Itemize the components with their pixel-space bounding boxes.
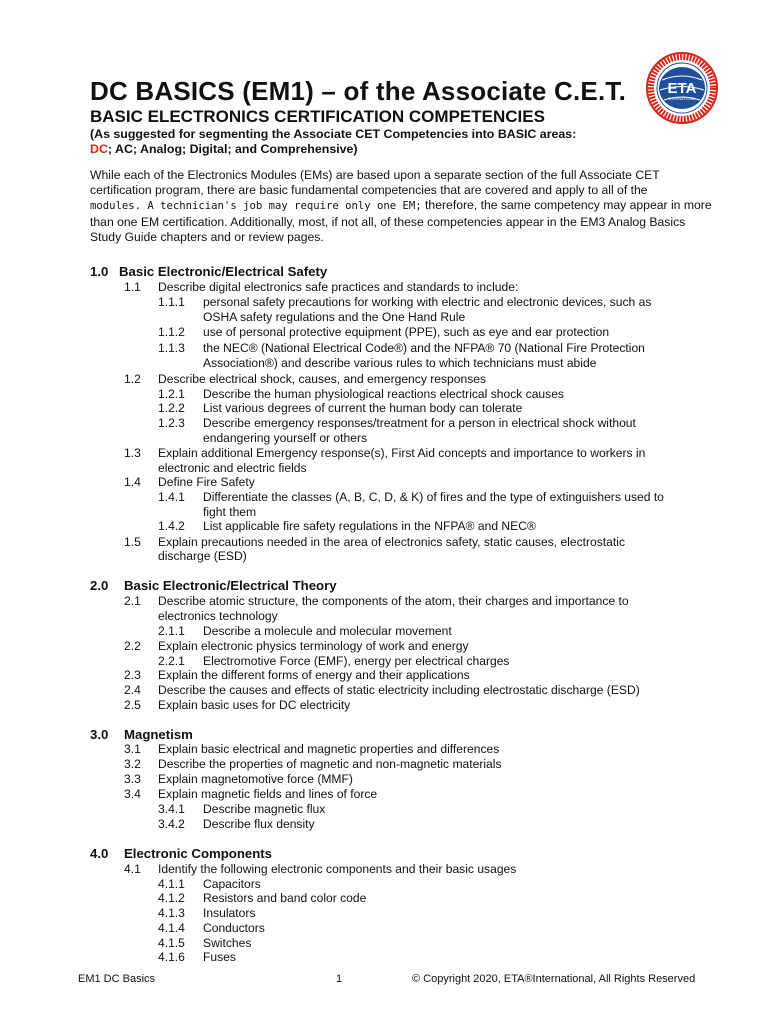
item-number: 4.1.1: [158, 877, 185, 891]
item-number: 3.4.2: [158, 817, 185, 831]
item-number: 4.1.5: [158, 936, 185, 950]
item-number: 4.1.3: [158, 906, 185, 920]
item-text-cont: Association®) and describe various rules to which technicians must abide: [203, 356, 597, 370]
page-subtitle: BASIC ELECTRONICS CERTIFICATION COMPETENCIES: [90, 107, 545, 126]
logo-sub-text: INTERNATIONAL: [667, 97, 697, 101]
item-text-cont: electronic and electric fields: [158, 461, 307, 475]
item-number: 1.2: [124, 372, 141, 386]
item-text: Differentiate the classes (A, B, C, D, & K) of fires and the type of extinguishers used to: [203, 490, 664, 504]
page-title: DC BASICS (EM1) – of the Associate C.E.T.: [90, 76, 626, 106]
item-text-cont: endangering yourself or others: [203, 431, 368, 445]
item-number: 1.1: [124, 280, 141, 294]
section-title: Basic Electronic/Electrical Safety: [119, 264, 328, 279]
segment-note-rest: ; AC; Analog; Digital; and Comprehensive): [107, 142, 358, 156]
intro-text: therefore, the same competency may appear in more: [421, 198, 712, 213]
item-number: 1.1.2: [158, 325, 185, 339]
item-number: 4.1.4: [158, 921, 185, 935]
section-title: Magnetism: [124, 727, 193, 742]
intro-line: than one EM certification. Additionally, most, if not all, of these competencies appear in the EM3 Analog Basics: [90, 214, 686, 229]
intro-paragraph: [90, 168, 720, 245]
item-text: Describe the causes and effects of static electricity including electrostatic discharge (ESD): [158, 683, 640, 697]
item-text: the NEC® (National Electrical Code®) and the NFPA® 70 (National Fire Protection: [203, 341, 645, 355]
item-number: 1.1.1: [158, 295, 185, 309]
item-text: Describe a molecule and molecular movement: [203, 624, 452, 638]
item-number: 4.1.2: [158, 891, 185, 905]
footer-page-number: 1: [336, 973, 343, 985]
footer-doc-name: EM1 DC Basics: [78, 973, 156, 985]
item-number: 1.4: [124, 475, 141, 489]
item-text: Describe emergency responses/treatment for a person in electrical shock without: [203, 416, 636, 430]
item-text: Switches: [203, 936, 252, 950]
item-text: Capacitors: [203, 877, 261, 891]
section-title: Basic Electronic/Electrical Theory: [124, 578, 337, 593]
item-number: 4.1: [124, 862, 141, 876]
section-number: 4.0: [90, 846, 109, 861]
item-text: Describe electrical shock, causes, and emergency responses: [158, 372, 487, 386]
item-text: use of personal protective equipment (PPE), such as eye and ear protection: [203, 325, 610, 339]
footer-copyright: © Copyright 2020, ETA®International, All Rights Reserved: [412, 973, 696, 985]
item-number: 1.1.3: [158, 341, 185, 355]
item-number: 1.3: [124, 446, 141, 460]
intro-line: While each of the Electronics Modules (EMs) are based upon a separate section of the full Associate CET: [90, 168, 660, 182]
item-text-cont: discharge (ESD): [158, 549, 247, 563]
item-text: Describe atomic structure, the components of the atom, their charges and importance to: [158, 594, 629, 608]
item-number: 4.1.6: [158, 950, 185, 964]
item-text: Explain basic uses for DC electricity: [158, 698, 351, 712]
item-number: 1.2.1: [158, 387, 185, 401]
section-number: 2.0: [90, 578, 109, 593]
section-number: 1.0: [90, 264, 109, 279]
item-text: Describe magnetic flux: [203, 802, 326, 816]
intro-line: certification program, there are basic fundamental competencies that are covered and apply to all of the: [90, 183, 648, 198]
intro-line: Study Guide chapters and or review pages.: [90, 229, 324, 244]
item-text: Explain magnetomotive force (MMF): [158, 772, 353, 786]
segment-note-line2: [90, 142, 358, 156]
item-text: personal safety precautions for working with electric and electronic devices, such as: [203, 295, 652, 309]
item-text-cont: electronics technology: [158, 609, 278, 623]
item-number: 1.2.2: [158, 401, 185, 415]
item-text: Explain additional Emergency response(s), First Aid concepts and importance to workers in: [158, 446, 646, 460]
item-text: Insulators: [203, 906, 256, 920]
intro-line: [90, 198, 720, 214]
item-text: Electromotive Force (EMF), energy per electrical charges: [203, 654, 510, 668]
item-text: Describe flux density: [203, 817, 315, 831]
item-number: 2.4: [124, 683, 141, 697]
intro-mono-text: modules. A technician's job may require only one EM;: [90, 200, 422, 213]
item-text: List applicable fire safety regulations in the NFPA® and NEC®: [203, 519, 536, 533]
item-text: Fuses: [203, 950, 236, 964]
item-number: 2.1: [124, 594, 141, 608]
item-text: Describe digital electronics safe practices and standards to include:: [158, 280, 519, 294]
item-number: 1.2.3: [158, 416, 185, 430]
item-number: 2.3: [124, 668, 141, 682]
item-text: Explain magnetic fields and lines of force: [158, 787, 378, 801]
item-text: List various degrees of current the human body can tolerate: [203, 401, 523, 415]
item-text: Describe the human physiological reactions electrical shock causes: [203, 387, 564, 401]
item-text: Explain the different forms of energy and their applications: [158, 668, 470, 682]
item-text-cont: fight them: [203, 505, 257, 519]
dc-highlight: DC: [90, 142, 108, 156]
item-text: Explain basic electrical and magnetic properties and differences: [158, 742, 500, 756]
logo-eta-text: ETA: [667, 80, 697, 97]
item-text: Resistors and band color code: [203, 891, 367, 905]
item-text: Identify the following electronic components and their basic usages: [158, 862, 517, 876]
item-text-cont: OSHA safety regulations and the One Hand Rule: [203, 310, 466, 324]
item-number: 2.1.1: [158, 624, 185, 638]
segment-note-line1: (As suggested for segmenting the Associate CET Competencies into BASIC areas:: [90, 127, 577, 141]
item-number: 3.2: [124, 757, 141, 771]
item-text: Explain precautions needed in the area of electronics safety, static causes, electrostatic: [158, 535, 625, 549]
item-number: 3.3: [124, 772, 141, 786]
item-text: Explain electronic physics terminology of work and energy: [158, 639, 469, 653]
item-number: 2.2: [124, 639, 141, 653]
item-number: 3.4.1: [158, 802, 185, 816]
section-number: 3.0: [90, 727, 109, 742]
section-title: Electronic Components: [124, 846, 273, 861]
item-text: Conductors: [203, 921, 265, 935]
item-number: 3.1: [124, 742, 141, 756]
item-number: 3.4: [124, 787, 141, 801]
item-number: 1.5: [124, 535, 141, 549]
item-text: Describe the properties of magnetic and non-magnetic materials: [158, 757, 502, 771]
item-number: 1.4.1: [158, 490, 185, 504]
item-number: 2.2.1: [158, 654, 185, 668]
item-number: 2.5: [124, 698, 141, 712]
item-text: Define Fire Safety: [158, 475, 255, 489]
eta-logo-seal: [646, 50, 718, 132]
item-number: 1.4.2: [158, 519, 185, 533]
